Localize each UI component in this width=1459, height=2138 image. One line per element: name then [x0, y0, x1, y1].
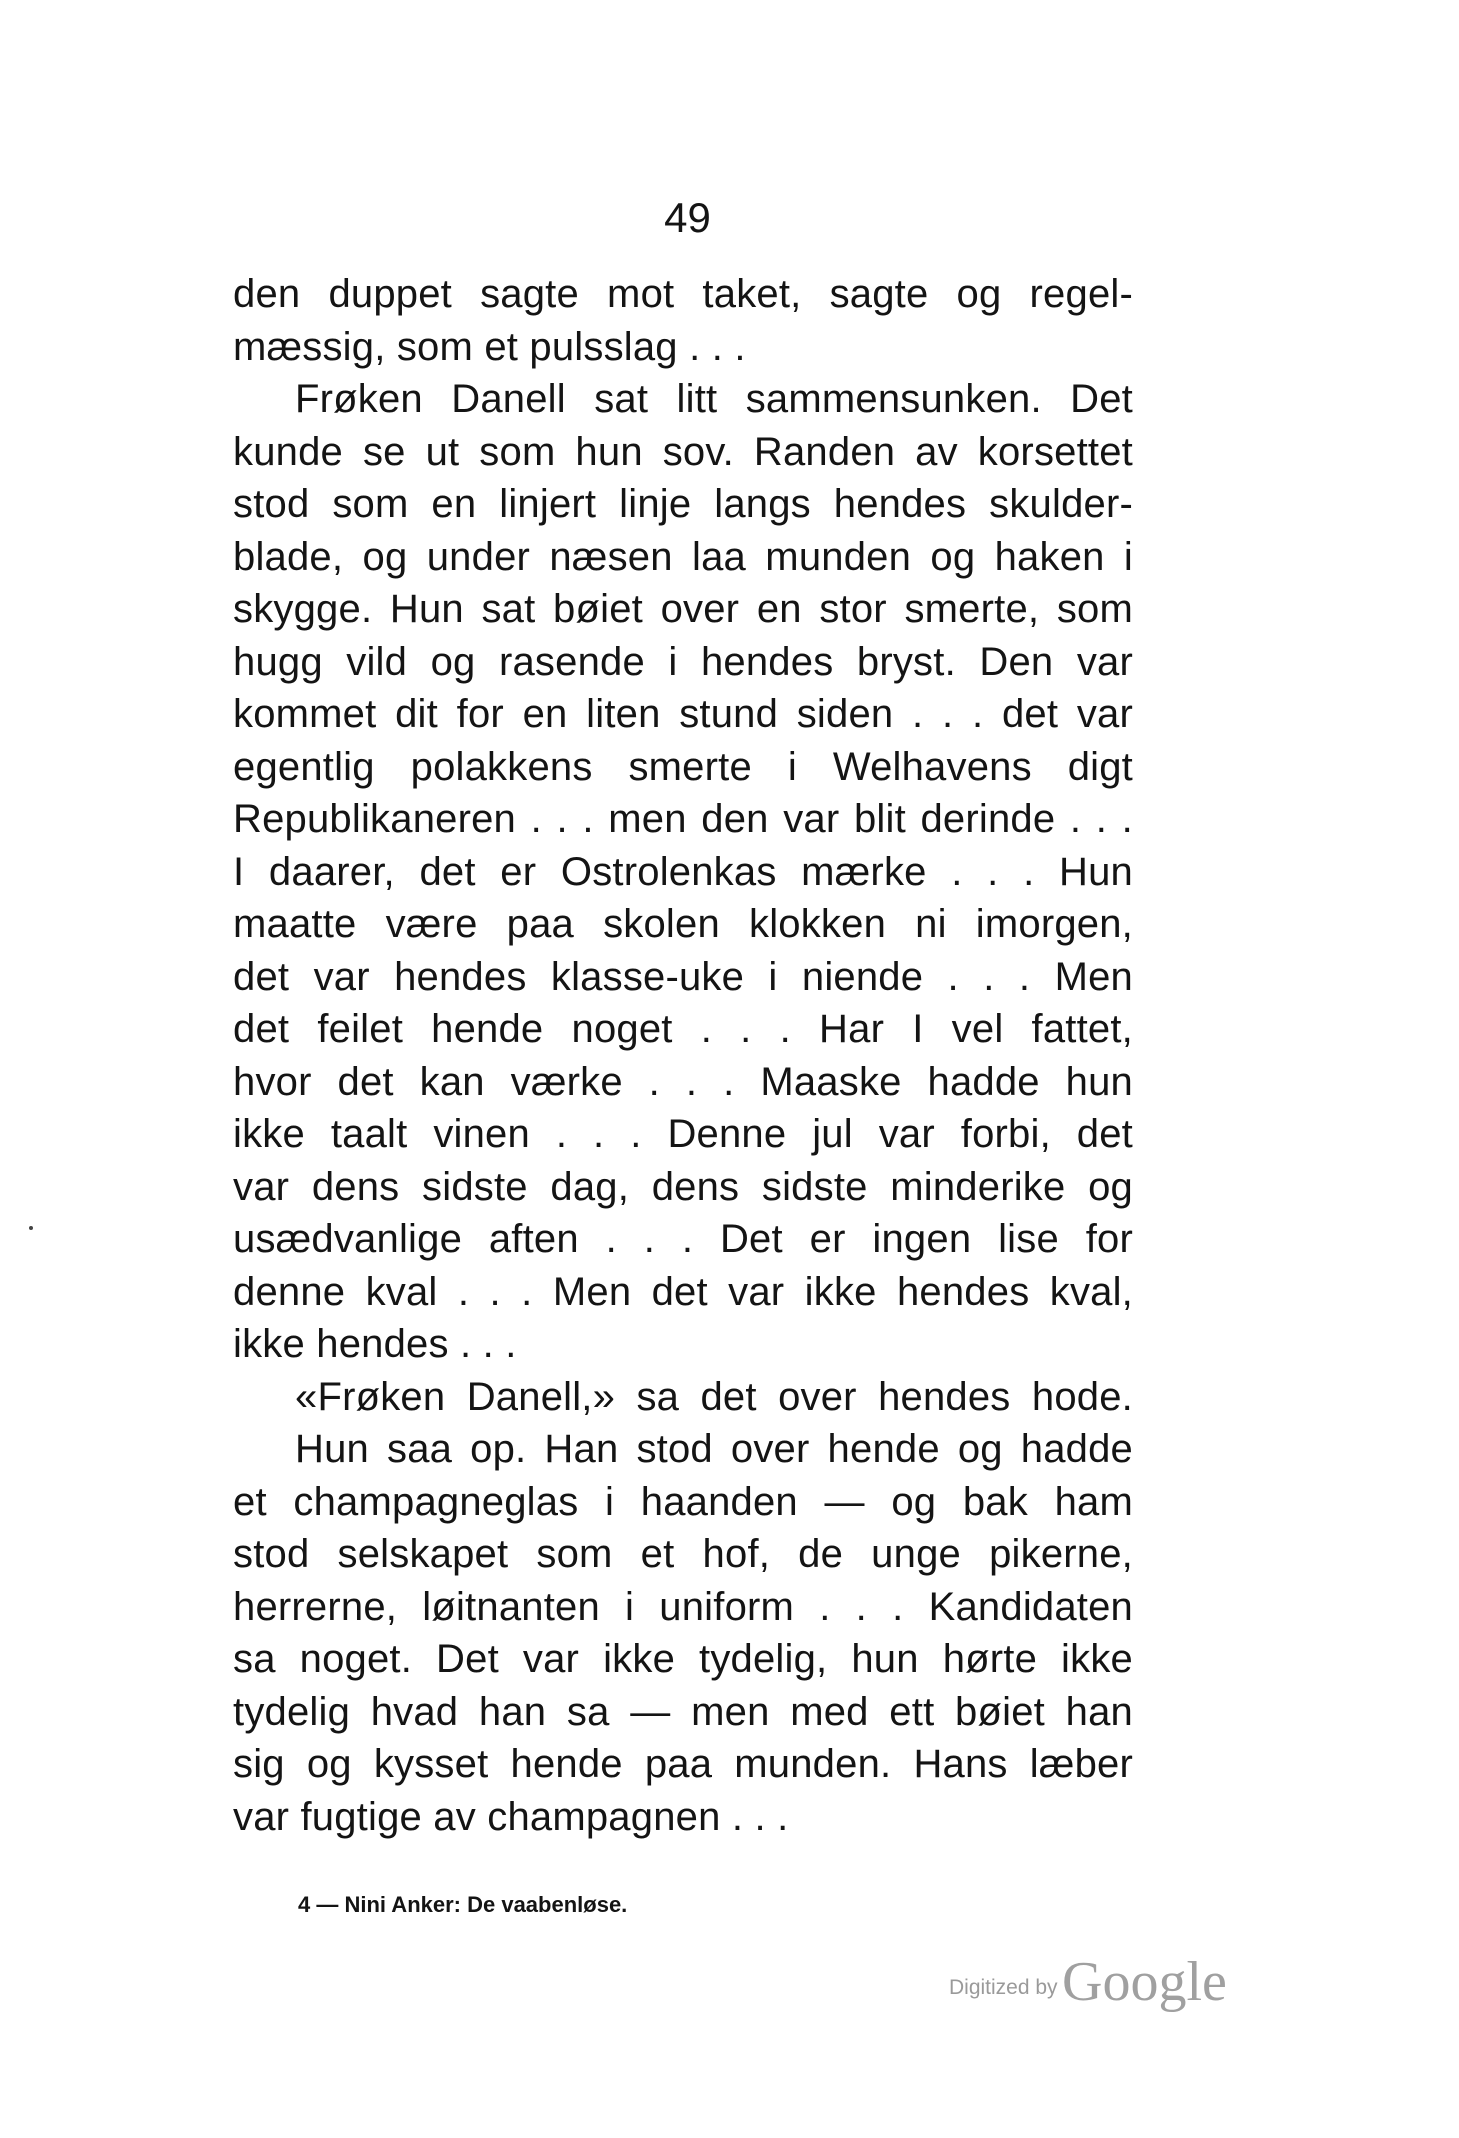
google-watermark: [949, 1950, 1227, 2014]
text-line: herrerne, løitnanten i uniform . . . Kandidaten: [233, 1584, 1133, 1629]
text-line: det feilet hende noget . . . Har I vel fattet,: [233, 1007, 1133, 1051]
text-line: den duppet sagte mot taket, sagte og regel-: [233, 272, 1133, 316]
text-line: hugg vild og rasende i hendes bryst. Den var: [233, 639, 1133, 684]
text-line: kommet dit for en liten stund siden . . . det var: [233, 692, 1133, 736]
text-line: det var hendes klasse-uke i niende . . . Men: [233, 954, 1133, 999]
text-line: ikke taalt vinen . . . Denne jul var forbi, det: [233, 1112, 1133, 1156]
text-line: stod som en linjert linje langs hendes skulder-: [233, 482, 1133, 526]
text-line: kunde se ut som hun sov. Randen av korsettet: [233, 429, 1133, 474]
text-line: var fugtige av champagnen . . .: [233, 1794, 789, 1839]
text-line: I daarer, det er Ostrolenkas mærke . . . Hun: [233, 849, 1133, 894]
text-line: Republikaneren . . . men den var blit derinde . . .: [233, 797, 1133, 841]
text-line: sig og kysset hende paa munden. Hans læber: [233, 1742, 1133, 1786]
signature-footer: 4 — Nini Anker: De vaabenløse.: [298, 1892, 628, 1917]
text-line: maatte være paa skolen klokken ni imorgen,: [233, 902, 1133, 946]
google-logo: Google: [1062, 1951, 1227, 2013]
text-line: mæssig, som et pulsslag . . .: [233, 324, 746, 369]
text-line: et champagneglas i haanden — og bak ham: [233, 1479, 1133, 1524]
text-line: Hun saa op. Han stod over hende og hadde: [295, 1427, 1133, 1471]
text-line: usædvanlige aften . . . Det er ingen lise for: [233, 1217, 1133, 1261]
page-number: 49: [664, 194, 711, 241]
text-line: «Frøken Danell,» sa det over hendes hode.: [295, 1374, 1133, 1419]
watermark-digitized-text: Digitized by: [949, 1976, 1058, 1999]
text-line: sa noget. Det var ikke tydelig, hun hørte ikke: [233, 1637, 1133, 1681]
text-line: skygge. Hun sat bøiet over en stor smerte, som: [233, 587, 1133, 631]
stray-dot: [29, 1226, 33, 1230]
text-line: blade, og under næsen laa munden og haken i: [233, 534, 1133, 579]
text-line: Frøken Danell sat litt sammensunken. Det: [295, 377, 1133, 421]
text-line: egentlig polakkens smerte i Welhavens digt: [233, 744, 1133, 789]
text-line: var dens sidste dag, dens sidste minderike og: [233, 1164, 1133, 1209]
text-line: tydelig hvad han sa — men med ett bøiet han: [233, 1689, 1133, 1734]
text-line: stod selskapet som et hof, de unge pikerne,: [233, 1532, 1133, 1576]
text-line: ikke hendes . . .: [233, 1322, 517, 1366]
text-line: hvor det kan værke . . . Maaske hadde hun: [233, 1059, 1133, 1104]
text-line: denne kval . . . Men det var ikke hendes kval,: [233, 1269, 1133, 1314]
body-text: [233, 268, 1133, 1843]
